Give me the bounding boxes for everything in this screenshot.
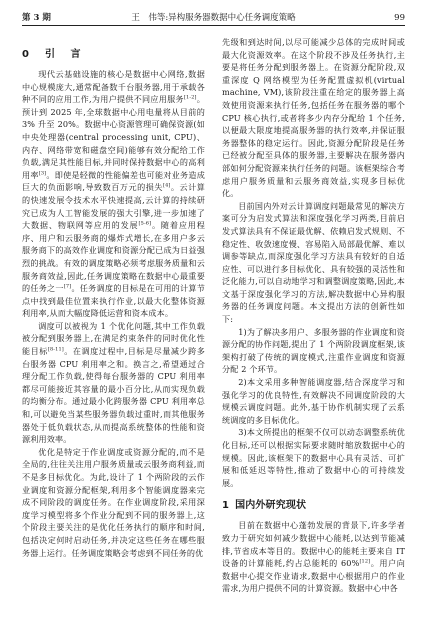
paragraph: 调度可以被视为 1 个优化问题,其中工作负载被分配到服务器上,在满足约束条件的同时优化性能目标[8-11]。在调度过程中,目标是尽量减少跨多台服务器 CPU 利用率之和。换言之,希望通过合理分配工作负载,使得每台服务器的 CPU 利用率都尽可能接近其容量的最小百分比,从而实现负载的均衡分布。通过最小化跨服务器 CPU 利用率总和,可以避免当某些服务器负载过重时,而其他服务器处于低负载状态,从而提高系统整体的性能和资源利用效率。	[22, 320, 206, 445]
citation: [12]	[359, 558, 371, 565]
section-heading-introduction	[22, 48, 205, 62]
citation: [3]	[38, 170, 47, 177]
running-title: 王 伟等:异构服务器数据中心任务调度策略	[131, 13, 296, 23]
page-number: 99	[394, 13, 405, 23]
right-column	[222, 36, 405, 595]
citation: [8-11]	[47, 346, 64, 353]
paragraph: 目前国内外对云计算调度问题最常见的解决方案可分为启发式算法和深度强化学习两类,目前启发式算法具有不保证最优解、依赖启发式规则、不稳定性、收敛速度慢、容易陷入局部最优解、难以调参等缺点,而深度强化学习方法具有较好的自适应性、可以进行多目标优化、具有较强的灵活性和泛化能力,可以自动地学习和调整调度策略,因此,本文基于深度强化学习的方法,解决数据中心异构服务器的任务调度问题。本文提出方法的创新性如下:	[222, 200, 405, 325]
citation: [1-2]	[183, 94, 197, 101]
section-heading-related-work	[222, 499, 405, 513]
paragraph: 目前在数据中心蓬勃发展的背景下,许多学者致力于研究如何减少数据中心能耗,以达到节能减排,节省成本等目的。数据中心的能耗主要来自 IT 设备的计算能耗,约占总能耗的 60%[12]。用户向数据中心提交作业请求,数据中心根据用户的作业需求,为用户提供不同的计算资源。数据中心中各	[222, 520, 405, 594]
section-title: 国内外研究现状	[235, 500, 307, 512]
section-number: 0	[22, 49, 35, 60]
section-number: 1	[222, 500, 230, 512]
paragraph-continued: 先级和到达时间,以尽可能减少总体的完成时间或最大化资源效率。在这个阶段不涉及任务执行,主要是将任务分配到服务器上。在资源分配阶段,双重深度 Q 网络模型为任务配置虚拟机(virtual machine, VM),该阶段注重在给定的服务器上高效使用资源来执行任务,包括任务在服务器的哪个 CPU 核心执行,或者将多少内存分配给 1 个任务,以便最大限度地提高服务器的执行效率,并保证服务器整体的稳定运行。因此,资源分配阶段是任务已经被分配至具体的服务器,主要解决在服务器内部如何分配资源来执行任务的问题。该框架综合考虑用户服务质量和云服务商效益,实现多目标优化。	[222, 37, 405, 199]
contribution-item: 3)本文所提出的框架不仅可以动态调整系统优化目标,还可以根据实际要求随时缩放数据中心的规模。因此,该框架下的数据中心具有灵活、可扩展和低延迟等特性,推动了数据中心的可持续发展。	[222, 427, 405, 488]
citation: [5-6]	[138, 220, 152, 227]
left-column	[22, 46, 205, 559]
paragraph: 优化是特定于作业调度或资源分配的,而不是全局的,往往关注用户服务质量或云服务商利益,而不是多目标优化。为此,设计了 1 个两阶段的云作业调度和资源分配框架,利用多个智能调度器来完成不同阶段的调度任务。在作业调度阶段,采用深度学习模型将多个作业分配到不同的服务器上,这个阶段主要关注的是优化任务执行的顺序和时间,包括决定何时启动任务,并决定这些任务在哪些服务器上运行。任务调度策略会考虑到不同任务的优	[22, 446, 205, 558]
contribution-item: 1)为了解决多用户、多服务器的作业调度和资源分配的协作问题,提出了 1 个两阶段调度框架,该架构打破了传统的调度模式,注重作业调度和资源分配 2 个环节。	[222, 326, 405, 375]
paragraph: 现代云基础设施的核心是数据中心网络,数据中心规模庞大,通常配备数千台服务器,用于承载各种不同的应用工作,为用户提供不同应用服务[1-2]。预计到 2025 年,全球数据中心用电量将从目前的 3% 升至 20%。数据中心资源管理可确保资源(如中央处理器(central processing unit, CPU)、内存、网络带宽和磁盘空间)能够有效分配给工作负载,满足其性能目标,并同时保持数据中心的高利用率[3]。即使是轻微的性能偏差也可能对业务造成巨大的负面影响,导致数百万元的损失[4]。云计算的快速发展令技术水平快速提高,云计算的持续研究已成为人工智能发展的强大引擎,进一步加速了大数据、物联网等应用的发展[5-6]。随着应用程序、用户和云服务商的爆炸式增长,在多用户多云服务商下的高效作业调度和资源分配已成为日益强烈的挑战。有效的调度策略必须考虑服务质量和云服务商效益,因此,任务调度策略在数据中心最重要的任务之一[7]。任务调度的目标是在可用的计算节点中找到最佳位置来执行作业,以最大化整体资源利用率,从而大幅度降低运营和资本成本。	[22, 69, 206, 319]
running-header	[22, 10, 405, 26]
citation: [7]	[63, 283, 72, 290]
contribution-item: 2)本文采用多种智能调度器,结合深度学习和强化学习的优良特性,有效解决不同调度阶段的大规模云调度问题。此外,基于协作机制实现了云系统调度的多目标优化。	[222, 377, 405, 425]
citation: [4]	[162, 182, 171, 189]
issue-label: 第 3 期	[22, 13, 51, 23]
section-title: 引 言	[44, 49, 87, 60]
